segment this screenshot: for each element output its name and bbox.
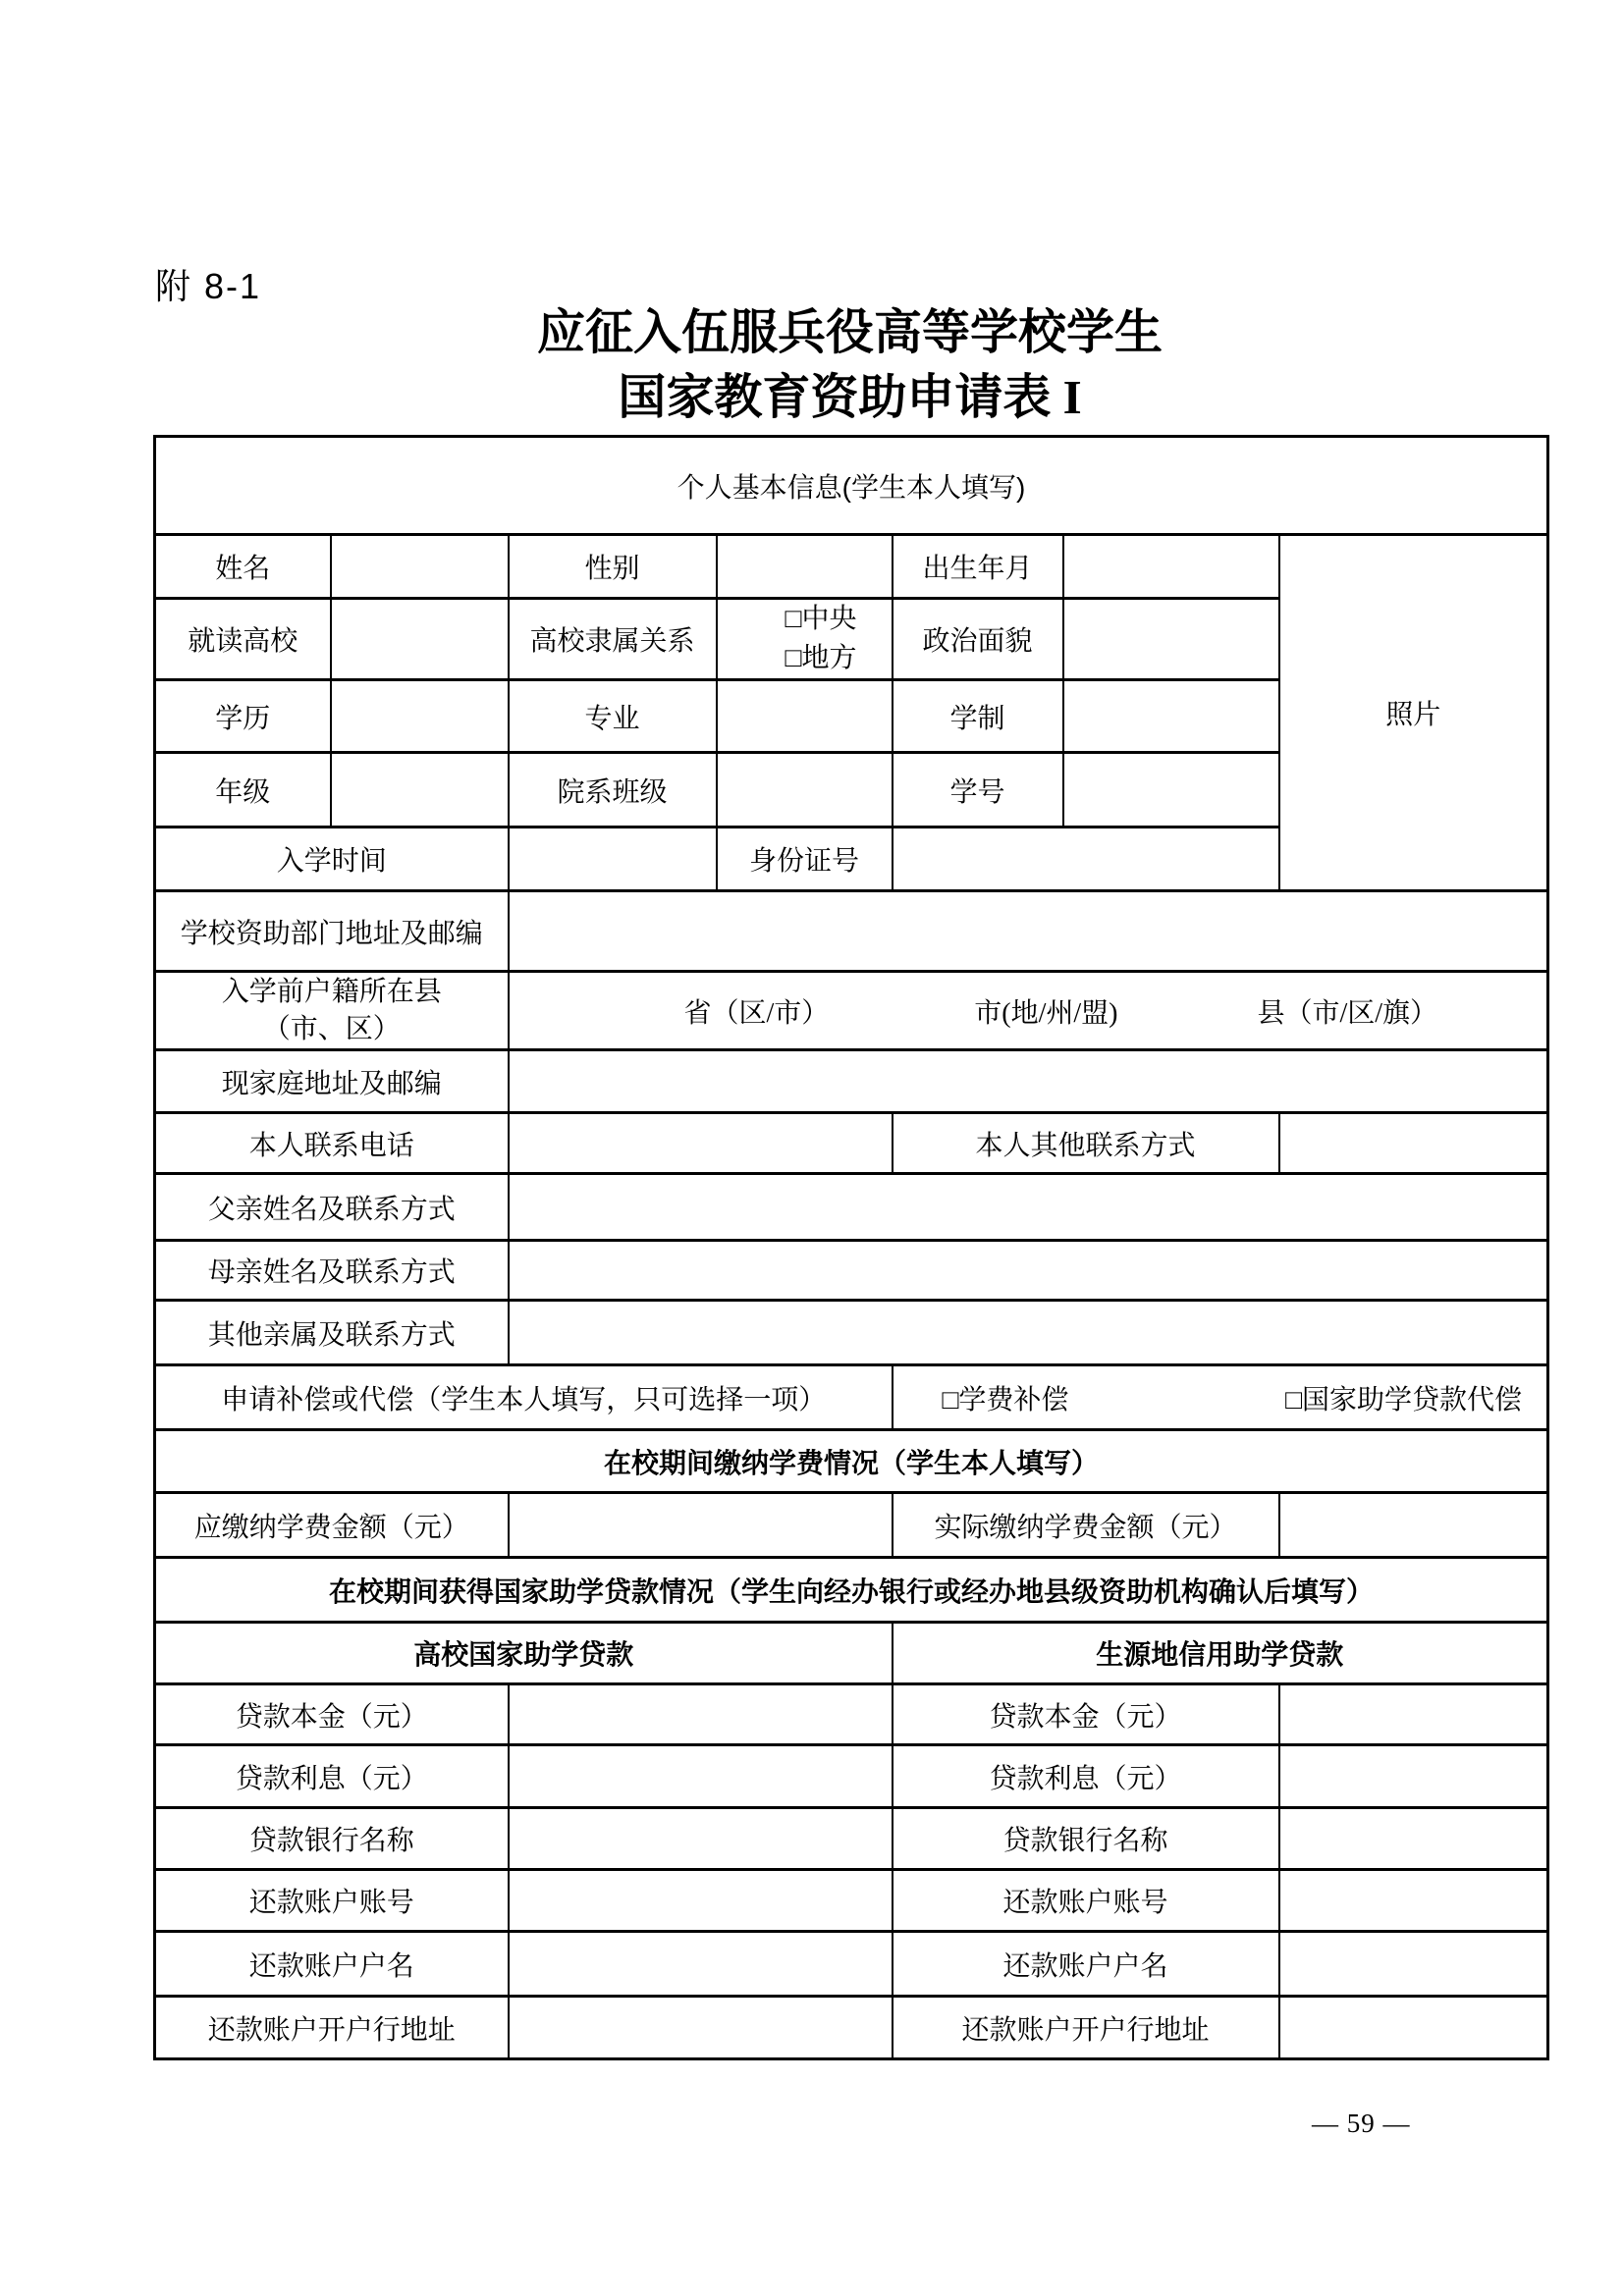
checkbox-loan-repayment[interactable]: □国家助学贷款代偿	[1285, 1384, 1522, 1415]
label-phone: 本人联系电话	[155, 1113, 509, 1174]
checkbox-affiliation-central[interactable]: □中央	[785, 604, 857, 634]
input-mother-contact[interactable]	[509, 1241, 1548, 1301]
input-origin-repay-bank-address[interactable]	[1279, 1997, 1548, 2059]
label-study-length: 学制	[893, 680, 1063, 753]
label-campus-repay-name: 还款账户户名	[155, 1932, 509, 1997]
input-grade[interactable]	[331, 753, 509, 828]
label-origin-repay-name: 还款账户户名	[893, 1932, 1279, 1997]
input-other-relative-contact[interactable]	[509, 1301, 1548, 1365]
input-education-level[interactable]	[331, 680, 509, 753]
label-origin-loan-bank: 贷款银行名称	[893, 1808, 1279, 1870]
input-campus-loan-interest[interactable]	[509, 1745, 893, 1808]
label-province: 省（区/市）	[683, 997, 830, 1029]
input-student-id[interactable]	[1063, 753, 1279, 828]
input-political-status[interactable]	[1063, 599, 1279, 680]
photo-cell[interactable]: 照片	[1279, 535, 1548, 891]
label-pre-enroll-household-line2: （市、区）	[262, 1013, 401, 1044]
label-enrollment-time: 入学时间	[155, 828, 509, 891]
input-father-contact[interactable]	[509, 1174, 1548, 1241]
subheader-campus-loan: 高校国家助学贷款	[155, 1623, 893, 1684]
subheader-origin-loan: 生源地信用助学贷款	[893, 1623, 1548, 1684]
page-title-line2: 国家教育资助申请表 I	[618, 370, 1082, 424]
input-campus-repay-name[interactable]	[509, 1932, 893, 1997]
input-birth-date[interactable]	[1063, 535, 1279, 599]
label-other-contact: 本人其他联系方式	[893, 1113, 1279, 1174]
section-header-loan: 在校期间获得国家助学贷款情况（学生向经办银行或经办地县级资助机构确认后填写）	[155, 1558, 1548, 1623]
input-origin-loan-bank[interactable]	[1279, 1808, 1548, 1870]
input-tuition-paid[interactable]	[1279, 1493, 1548, 1558]
application-form-table	[153, 435, 1549, 2060]
label-county: 县（市/区/旗）	[1257, 997, 1438, 1029]
section-header-tuition: 在校期间缴纳学费情况（学生本人填写）	[155, 1430, 1548, 1493]
label-origin-repay-bank-address: 还款账户开户行地址	[893, 1997, 1279, 2059]
affiliation-options-cell	[717, 599, 893, 680]
label-education-level: 学历	[155, 680, 331, 753]
label-origin-loan-principal: 贷款本金（元）	[893, 1684, 1279, 1745]
input-campus-loan-principal[interactable]	[509, 1684, 893, 1745]
input-campus-loan-bank[interactable]	[509, 1808, 893, 1870]
input-department-class[interactable]	[717, 753, 893, 828]
label-student-id: 学号	[893, 753, 1063, 828]
label-father-contact: 父亲姓名及联系方式	[155, 1174, 509, 1241]
label-origin-loan-interest: 贷款利息（元）	[893, 1745, 1279, 1808]
label-campus-loan-interest: 贷款利息（元）	[155, 1745, 509, 1808]
input-school-aid-office-address[interactable]	[509, 891, 1548, 972]
input-campus-repay-account[interactable]	[509, 1870, 893, 1932]
input-phone[interactable]	[509, 1113, 893, 1174]
label-college-affiliation: 高校隶属关系	[509, 599, 717, 680]
input-name[interactable]	[331, 535, 509, 599]
label-grade: 年级	[155, 753, 331, 828]
input-tuition-due[interactable]	[509, 1493, 893, 1558]
input-gender[interactable]	[717, 535, 893, 599]
input-other-contact[interactable]	[1279, 1113, 1548, 1174]
label-major: 专业	[509, 680, 717, 753]
apply-options-cell	[893, 1365, 1548, 1430]
input-origin-repay-account[interactable]	[1279, 1870, 1548, 1932]
label-city: 市(地/州/盟)	[974, 997, 1118, 1029]
checkbox-tuition-compensation[interactable]: □学费补偿	[942, 1384, 1069, 1415]
section-header-personal-info: 个人基本信息(学生本人填写)	[155, 437, 1548, 535]
label-campus-repay-bank-address: 还款账户开户行地址	[155, 1997, 509, 2059]
input-enrollment-time[interactable]	[509, 828, 717, 891]
page-title	[153, 300, 1546, 430]
label-political-status: 政治面貌	[893, 599, 1063, 680]
checkbox-affiliation-local[interactable]: □地方	[785, 643, 857, 673]
input-campus-repay-bank-address[interactable]	[509, 1997, 893, 2059]
input-id-number[interactable]	[893, 828, 1279, 891]
input-current-home-address[interactable]	[509, 1050, 1548, 1113]
input-origin-loan-principal[interactable]	[1279, 1684, 1548, 1745]
input-college[interactable]	[331, 599, 509, 680]
label-tuition-paid: 实际缴纳学费金额（元）	[893, 1493, 1279, 1558]
label-pre-enroll-household	[155, 972, 509, 1050]
attachment-label: 附 8-1	[155, 266, 262, 306]
label-mother-contact: 母亲姓名及联系方式	[155, 1241, 509, 1301]
label-apply-option: 申请补偿或代偿（学生本人填写，只可选择一项）	[155, 1365, 893, 1430]
input-origin-repay-name[interactable]	[1279, 1932, 1548, 1997]
input-origin-loan-interest[interactable]	[1279, 1745, 1548, 1808]
label-campus-loan-bank: 贷款银行名称	[155, 1808, 509, 1870]
input-major[interactable]	[717, 680, 893, 753]
label-school-aid-office-address: 学校资助部门地址及邮编	[155, 891, 509, 972]
input-household-location[interactable]	[509, 972, 1548, 1050]
page-title-line1: 应征入伍服兵役高等学校学生	[536, 305, 1163, 359]
label-birth-date: 出生年月	[893, 535, 1063, 599]
label-campus-loan-principal: 贷款本金（元）	[155, 1684, 509, 1745]
label-tuition-due: 应缴纳学费金额（元）	[155, 1493, 509, 1558]
label-gender: 性别	[509, 535, 717, 599]
input-study-length[interactable]	[1063, 680, 1279, 753]
label-id-number: 身份证号	[717, 828, 893, 891]
label-campus-repay-account: 还款账户账号	[155, 1870, 509, 1932]
label-other-relative-contact: 其他亲属及联系方式	[155, 1301, 509, 1365]
label-origin-repay-account: 还款账户账号	[893, 1870, 1279, 1932]
page-number: — 59 —	[1312, 2109, 1411, 2138]
label-pre-enroll-household-line1: 入学前户籍所在县	[221, 976, 442, 1007]
label-name: 姓名	[155, 535, 331, 599]
label-current-home-address: 现家庭地址及邮编	[155, 1050, 509, 1113]
label-college: 就读高校	[155, 599, 331, 680]
label-department-class: 院系班级	[509, 753, 717, 828]
